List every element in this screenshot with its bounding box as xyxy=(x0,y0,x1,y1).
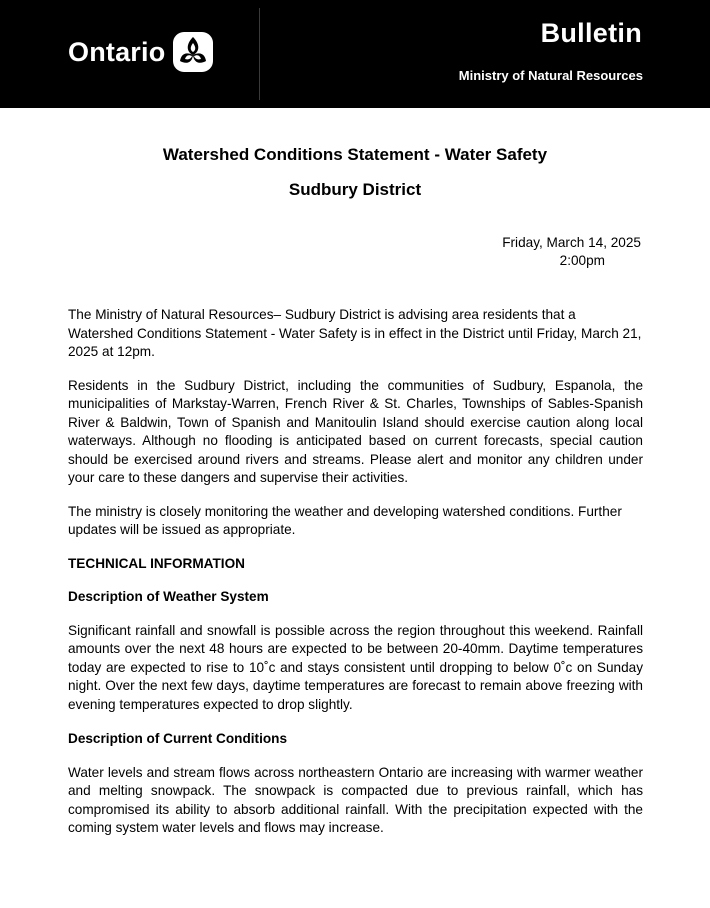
district-subtitle: Sudbury District xyxy=(288,180,422,199)
monitoring-paragraph: The ministry is closely monitoring the weather and developing watershed conditions. Further updates will be issued as appropriate. xyxy=(68,503,622,537)
document-title: Watershed Conditions Statement - Water Safety xyxy=(162,145,548,164)
bulletin-label: Bulletin xyxy=(540,18,642,48)
ontario-wordmark: Ontario xyxy=(68,36,166,67)
residents-paragraph: Residents in the Sudbury District, including the communities of Sudbury, Espanola, the municipalities of Markstay-Warren, French River & St. Charles, Townships of Sables-Spanish River & Baldwin, Town of Spanish and Manitoulin Island should exercise caution along local waterways. Although no flooding is anticipated based on current forecasts, special caution should be exercised around rivers and streams. Please alert and monitor any children under your care to these dangers and supervise their activities. xyxy=(68,377,643,485)
weather-body: Significant rainfall and snowfall is possible across the region throughout this weekend. Rainfall amounts over the next 48 hours are expected to be between 20-40mm. Daytime temperatures today are expected to rise to 10˚c and stays consistent until dropping to below 0˚c on Sunday night. Over the next few days, daytime temperatures are forecast to remain above freezing with evening temperatures expected to drop slightly. xyxy=(68,622,643,712)
technical-heading: TECHNICAL INFORMATION xyxy=(68,555,245,571)
trillium-icon xyxy=(172,31,214,73)
bulletin-body xyxy=(68,306,643,853)
conditions-heading: Description of Current Conditions xyxy=(68,731,288,746)
weather-heading: Description of Weather System xyxy=(68,589,269,604)
intro-paragraph: The Ministry of Natural Resources– Sudbury District is advising area residents that a Watershed Conditions Statement - Water Safety is in effect in the District until Friday, March 21, 2025 at 12pm. xyxy=(68,307,642,359)
release-time: 2:00pm xyxy=(559,253,605,268)
release-date: Friday, March 14, 2025 xyxy=(502,235,641,250)
conditions-body: Water levels and stream flows across northeastern Ontario are increasing with warmer weather and melting snowpack. The snowpack is compacted due to previous rainfall, which has compromised its ability to absorb additional rainfall. With the precipitation expected with the coming system water levels and flows may increase. xyxy=(68,764,643,835)
header-divider xyxy=(259,8,260,100)
bulletin-header xyxy=(0,0,710,108)
ministry-name: Ministry of Natural Resources xyxy=(458,68,643,83)
ontario-logo xyxy=(68,30,214,74)
dateline xyxy=(502,234,641,270)
